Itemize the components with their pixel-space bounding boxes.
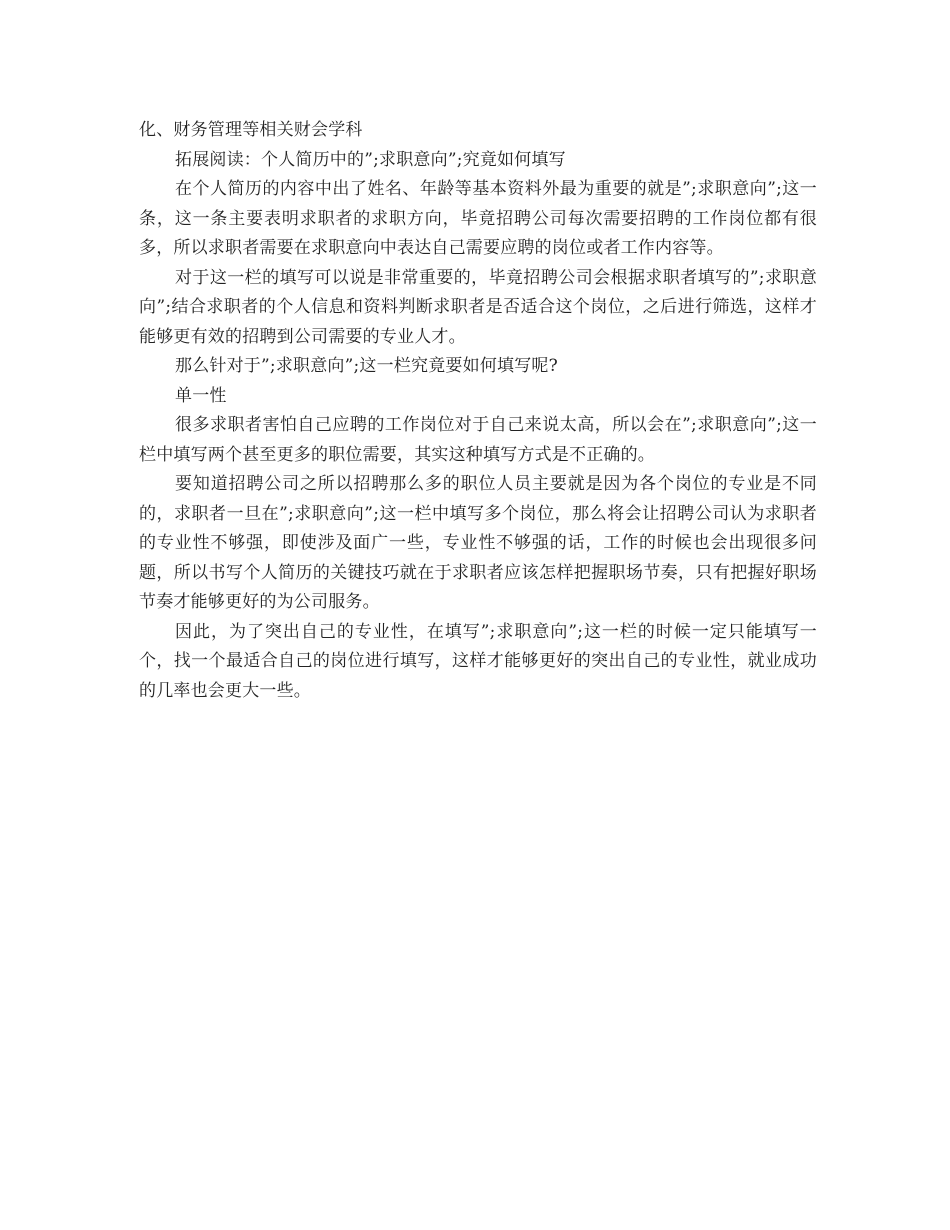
paragraph-mistake: 很多求职者害怕自己应聘的工作岗位对于自己来说太高，所以会在”;求职意向”;这一栏中填写两个甚至更多的职位需要，其实这种填写方式是不正确的。 <box>139 415 817 465</box>
paragraph-question: 那么针对于”;求职意向”;这一栏究竟要如何填写呢? <box>175 356 558 376</box>
paragraph-subheading: 单一性 <box>175 385 227 406</box>
paragraph-intro: 在个人简历的内容中出了姓名、年龄等基本资料外最为重要的就是”;求职意向”;这一条，这一条主要表明求职者的求职方向，毕竟招聘公司每次需要招聘的工作岗位都有很多，所以求职者需要在求职意向中表达自己需要应聘的岗位或者工作内容等。 <box>139 179 817 258</box>
paragraph-continuation: 化、财务管理等相关财会学科 <box>139 120 363 140</box>
paragraph-extended-reading-title: 拓展阅读：个人简历中的”;求职意向”;究竟如何填写 <box>175 149 566 170</box>
paragraph-importance: 对于这一栏的填写可以说是非常重要的，毕竟招聘公司会根据求职者填写的”;求职意向”;结合求职者的个人信息和资料判断求职者是否适合这个岗位，之后进行筛选，这样才能够更有效的招聘到公司需要的专业人才。 <box>139 267 817 347</box>
document-page <box>139 116 817 706</box>
paragraph-conclusion: 因此，为了突出自己的专业性，在填写”;求职意向”;这一栏的时候一定只能填写一个，找一个最适合自己的岗位进行填写，这样才能够更好的突出自己的专业性，就业成功的几率也会更大一些。 <box>139 621 817 701</box>
paragraph-explanation: 要知道招聘公司之所以招聘那么多的职位人员主要就是因为各个岗位的专业是不同的，求职者一旦在”;求职意向”;这一栏中填写多个岗位，那么将会让招聘公司认为求职者的专业性不够强，即使涉及面广一些，专业性不够强的话，工作的时候也会出现很多问题，所以书写个人简历的关键技巧就在于求职者应该怎样把握职场节奏，只有把握好职场节奏才能够更好的为公司服务。 <box>139 474 817 612</box>
